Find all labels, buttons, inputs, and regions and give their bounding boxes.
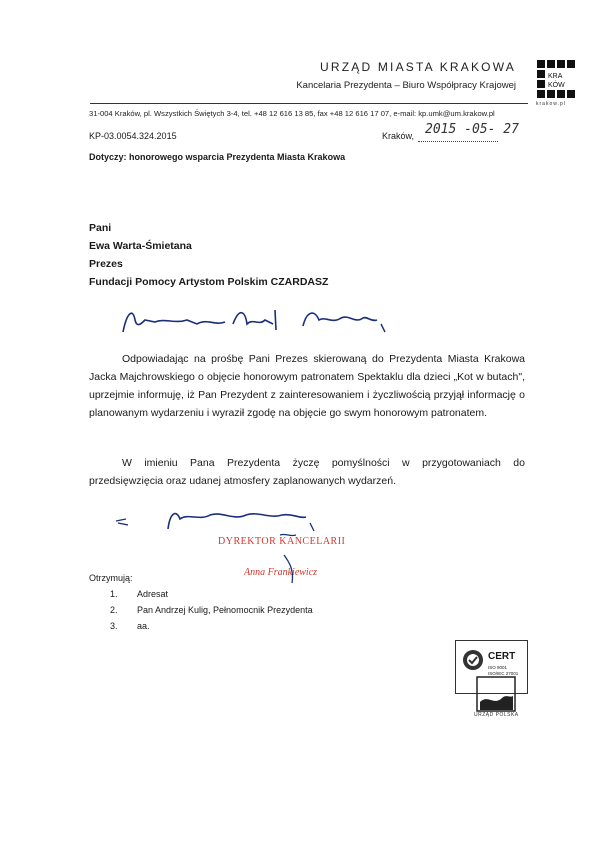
date-handwritten: 2015 -05- 27 <box>425 122 519 137</box>
distribution-label: Otrzymują: <box>89 573 133 583</box>
handwritten-greeting-signature <box>115 302 390 342</box>
distribution-item-text: aa. <box>137 621 150 631</box>
stamp-signer-name: Anna Frankiewicz <box>244 567 318 578</box>
address-line: 31-004 Kraków, pl. Wszystkich Świętych 3-4, tel. +48 12 616 13 85, fax +48 12 616 17 07, e-mail: kp.umk@um.krakow.pl <box>89 109 495 118</box>
logo-letters-bottom: KÓW <box>548 82 565 89</box>
cert-seal-icon <box>462 649 484 671</box>
reference-number: KP-03.0054.324.2015 <box>89 131 177 141</box>
logo-url: krakow.pl <box>536 101 566 107</box>
cert-standard: ISO/IEC 27001 <box>488 671 519 676</box>
subject-line: Dotyczy: honorowego wsparcia Prezydenta Miasta Krakowa <box>89 152 346 162</box>
recipient-organization: Fundacji Pomocy Artystom Polskim CZARDASZ <box>89 276 329 288</box>
stamp-position-title: DYREKTOR KANCELARII <box>218 536 346 547</box>
krakow-logo <box>535 58 577 104</box>
place-label: Kraków, <box>382 131 415 141</box>
office-name: URZĄD MIASTA KRAKOWA <box>319 60 516 74</box>
header-divider <box>90 103 528 104</box>
distribution-item-text: Pan Andrzej Kulig, Pełnomocnik Prezydenta <box>137 605 313 615</box>
department-name: Kancelaria Prezydenta – Biuro Współpracy Krajowej <box>296 80 516 91</box>
body-paragraph-1: Odpowiadając na prośbę Pani Prezes skierowaną do Prezydenta Miasta Krakowa Jacka Majchrowskiego o objęcie honorowym patronatem Spektaklu dla dzieci „Kot w butach", uprzejmie informuję, iż Pan Prezydent z zainteresowaniem i życzliwością przyjął informację o planowanym wydarzeniu i wyraził zgodę na objęcie go swym honorowym patronatem. <box>89 353 525 419</box>
distribution-item-number: 2. <box>110 605 118 615</box>
cert-standard: ISO 9001 <box>488 665 508 670</box>
distribution-item-text: Adresat <box>137 589 169 599</box>
distribution-item-number: 3. <box>110 621 118 631</box>
recipient-salutation: Pani <box>89 222 112 234</box>
date-dotted-line <box>418 141 498 142</box>
logo-letters-top: KRA <box>548 73 563 80</box>
body-paragraph-2: W imieniu Pana Prezydenta życzę pomyślności w przygotowaniach do przedsięwzięcia oraz udanej atmosfery zaplanowanych wydarzeń. <box>89 457 525 487</box>
vr-logo-label: URZĄD POLSKA <box>474 712 519 718</box>
cert-label: CERT <box>488 651 516 662</box>
recipient-name: Ewa Warta-Śmietana <box>89 240 192 252</box>
recipient-title: Prezes <box>89 258 123 270</box>
signature-flourish <box>280 553 304 585</box>
distribution-item-number: 1. <box>110 589 118 599</box>
